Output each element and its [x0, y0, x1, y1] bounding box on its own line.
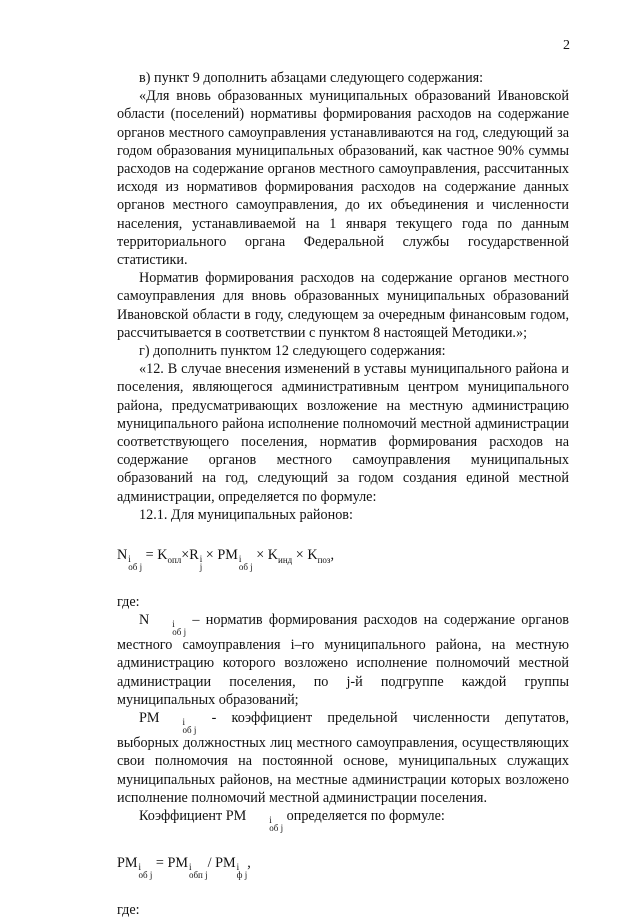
paragraph-item-v: в) пункт 9 дополнить абзацами следующего содержания:	[139, 70, 484, 86]
paragraph-point-12: «12. В случае внесения изменений в уставы муниципального района и поселения, являющегося административным центром муниципального района, предусматривающих возложение на местную администрацию муниципального района исполнение полномочий местной администрации соответствующего поселения, норматив формирования расходов на содержание органов местного самоуправления муниципальных образований на год, следующий за годом создания единой местной администрации, определяется по формуле:	[117, 361, 569, 505]
where-label-2: где:	[117, 901, 140, 918]
paragraph-new-municipalities: «Для вновь образованных муниципальных образований Ивановской области (поселений) нормативы формирования расходов на содержание органов местного самоуправления устанавливаются на год, следующий за годом образования муниципальных образований, как частное 90% суммы расходов на содержание органов местного самоуправления, рассчитанных исходя из нормативов формирования расходов на содержание данных органов местного самоуправления, до их объединения и численности населения, устанавливаемой на 1 января текущего года по данным территориального органа Федеральной службы государственной статистики.	[117, 88, 569, 269]
formula-pm: PM i об j = PM i обп j / PM i ф j ,	[117, 854, 251, 880]
paragraph-12-1: 12.1. Для муниципальных районов:	[139, 506, 353, 523]
definition-pm: PM i об j - коэффициент предельной численности депутатов, выборных должностных лиц местного самоуправления, осуществляющих свои полномочия на постоянной основе, муниципальных служащих муниципальных районов, на местные администрации которых возложено исполнение полномочий местной администрации поселения.	[117, 710, 569, 806]
definition-norm: N i об j – норматив формирования расходов на содержание органов местного самоуправления i–го муниципального района, на местную администрацию которого возложено исполнение полномочий местной администрации поселения, по j-й подгруппе каждой группы муниципальных образований;	[117, 612, 569, 708]
coefficient-line: Коэффициент PM i об j определяется по формуле:	[139, 807, 445, 833]
where-label-1: где:	[117, 594, 140, 611]
paragraph-norm-next-year: Норматив формирования расходов на содержание органов местного самоуправления для вновь образованных муниципальных образований Ивановской области в году, следующем за очередным финансовым годом, рассчитывается в соответствии с пунктом 8 настоящей Методики.»;	[117, 270, 569, 341]
page-number: 2	[563, 38, 570, 53]
document-body	[117, 69, 569, 919]
formula-norm-district: N i об j = $K_{опл}\times R$ i j × PM i об j × $K_{инд} \times K_{поз}$,	[117, 547, 335, 573]
paragraph-item-g: г) дополнить пунктом 12 следующего содержания:	[139, 343, 446, 360]
